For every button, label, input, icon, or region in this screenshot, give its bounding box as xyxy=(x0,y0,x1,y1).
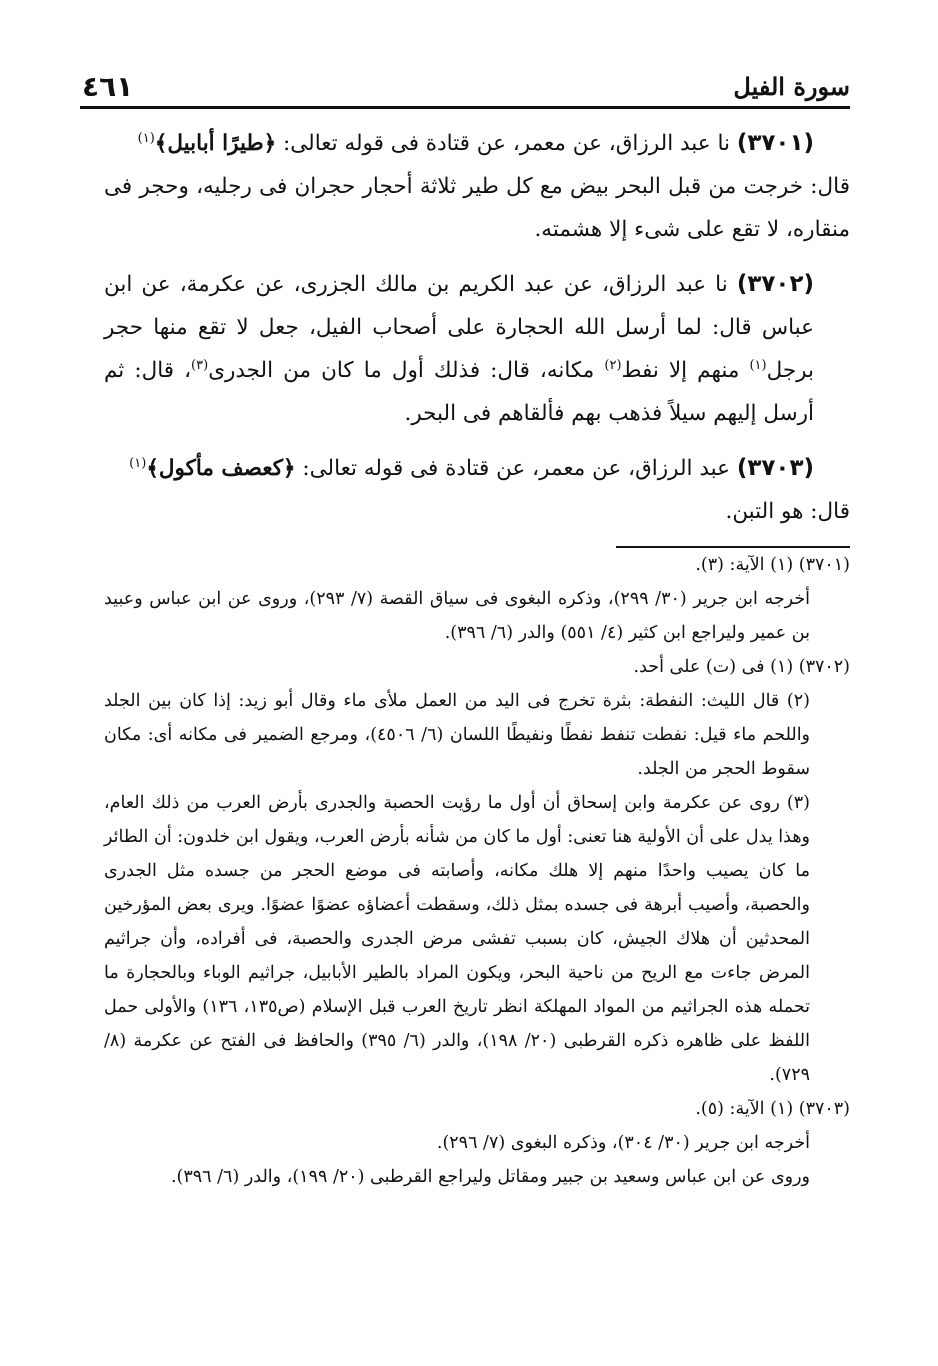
footnote-head: (٣٧٠٣) (١) الآية: (٥). xyxy=(695,1099,850,1119)
quran-quote: ﴿كعصف مأكول﴾ xyxy=(146,456,296,481)
hadith-number: (٣٧٠٣) xyxy=(736,455,814,481)
hadith-intro: نا عبد الرزاق، عن معمر، عن قتادة فى قوله تعالى: xyxy=(276,131,737,156)
footnote-body: أخرجه ابن جرير (٣٠/ ٢٩٩)، وذكره البغوى فى سياق القصة (٧/ ٢٩٣)، وروى عن ابن عباس وعبيد بن عمير وليراجع ابن كثير (٤/ ٥٥١) والدر (٦/ ٣٩٦). xyxy=(104,589,811,643)
footnote-head: (٣٧٠٢) (١) فى (ت) على أحد. xyxy=(633,657,850,677)
footnote-3702 xyxy=(104,650,850,1092)
footnote-item: (٣) روى عن عكرمة وابن إسحاق أن أول ما رؤيت الحصبة والجدرى بأرض العرب من ذلك العام، وهذا يدل على أن الأولية هنا تعنى: أول ما كان من شأنه بأرض العرب، ويقول ابن خلدون: أن الطائر ما كان يصيب واحدًا منهم إلا هلك مكانه، وأصابته فى موضع الحجر من جسده مثل الجدرى والحصبة، وأصيب أبرهة فى جسده بمثل ذلك، وسقطت أعضاؤه عضوًا عضوًا. ويرى بعض المؤرخين المحدثين أن هلاك الجيش، كان بسبب تفشى مرض الجدرى والحصبة، فى أفراده، وأن جراثيم المرض جاءت مع الريح من ناحية البحر، ويكون المراد بالطير الأبابيل، جراثيم الوباء وبالحجارة ما تحمله هذه الجراثيم من المواد المهلكة انظر تاريخ العرب قبل الإسلام (ص١٣٥، ١٣٦) والأولى حمل اللفظ على ظاهره ذكره القرطبى (٢٠/ ١٩٨)، والدر (٦/ ٣٩٥) والحافظ فى الفتح عن عكرمة (٨/ ٧٢٩). xyxy=(104,793,810,1085)
footnote-item: أخرجه ابن جرير (٣٠/ ٣٠٤)، وذكره البغوى (٧/ ٢٩٦). xyxy=(436,1133,810,1153)
hadith-body: قال: خرجت من قبل البحر بيض مع كل طير ثلاثة أحجار حجران فى رجليه، وحجر فى منقاره، لا تقع على شىء إلا هشمته. xyxy=(104,174,850,242)
footnote-marker: (٢) xyxy=(604,357,622,373)
page-header xyxy=(80,72,850,109)
footnote-3703 xyxy=(104,1092,850,1194)
footnote-item: (٢) قال الليث: النفطة: بثرة تخرج فى اليد من العمل ملأى ماء وقال أبو زيد: إذا كان بين الجلد واللحم ماء قيل: نفطت تنفط نفطًا ونفيطًا اللسان (٦/ ٤٥٠٦)، ومرجع الضمير فى مكانه أى: مكان سقوط الحجر من الجلد. xyxy=(104,691,811,779)
hadith-number: (٣٧٠٢) xyxy=(736,271,814,297)
hadith-text: نا عبد الرزاق، عن عبد الكريم بن مالك الجزرى، عن عكرمة، عن ابن عباس قال: لما أرسل الله الحجارة على أصحاب الفيل، جعل لا تقع منها حجر برجل xyxy=(104,272,814,383)
footnote-3701 xyxy=(104,548,850,650)
hadith-number: (٣٧٠١) xyxy=(736,130,814,156)
footnote-marker: (١) xyxy=(129,455,147,471)
hadith-entry-3701 xyxy=(104,122,850,251)
footnote-marker: (١) xyxy=(137,130,155,146)
page-number: ٤٦١ xyxy=(82,70,134,103)
hadith-text: منهم إلا نفط xyxy=(621,358,750,383)
hadith-entry-3703 xyxy=(104,447,850,533)
footnote-marker: (٣) xyxy=(191,357,209,373)
footnote-marker: (١) xyxy=(749,357,767,373)
hadith-body: قال: هو التبن. xyxy=(725,499,850,524)
hadith-intro: عبد الرزاق، عن معمر، عن قتادة فى قوله تعالى: xyxy=(295,456,737,481)
quran-quote: ﴿طيرًا أبابيل﴾ xyxy=(154,131,277,156)
hadith-entry-3702 xyxy=(104,263,850,435)
main-text xyxy=(104,122,850,545)
footnotes xyxy=(104,548,850,1194)
hadith-text: ، قال: ثم أرسل إليهم سيلاً فذهب بهم فألقاهم فى البحر. xyxy=(104,358,814,426)
footnote-head: (٣٧٠١) (١) الآية: (٣). xyxy=(695,555,850,575)
hadith-text: مكانه، قال: فذلك أول ما كان من الجدرى xyxy=(208,358,605,383)
footnote-item: وروى عن ابن عباس وسعيد بن جبير ومقاتل وليراجع القرطبى (٢٠/ ١٩٩)، والدر (٦/ ٣٩٦). xyxy=(170,1167,810,1187)
surah-title: سورة الفيل xyxy=(733,72,850,101)
